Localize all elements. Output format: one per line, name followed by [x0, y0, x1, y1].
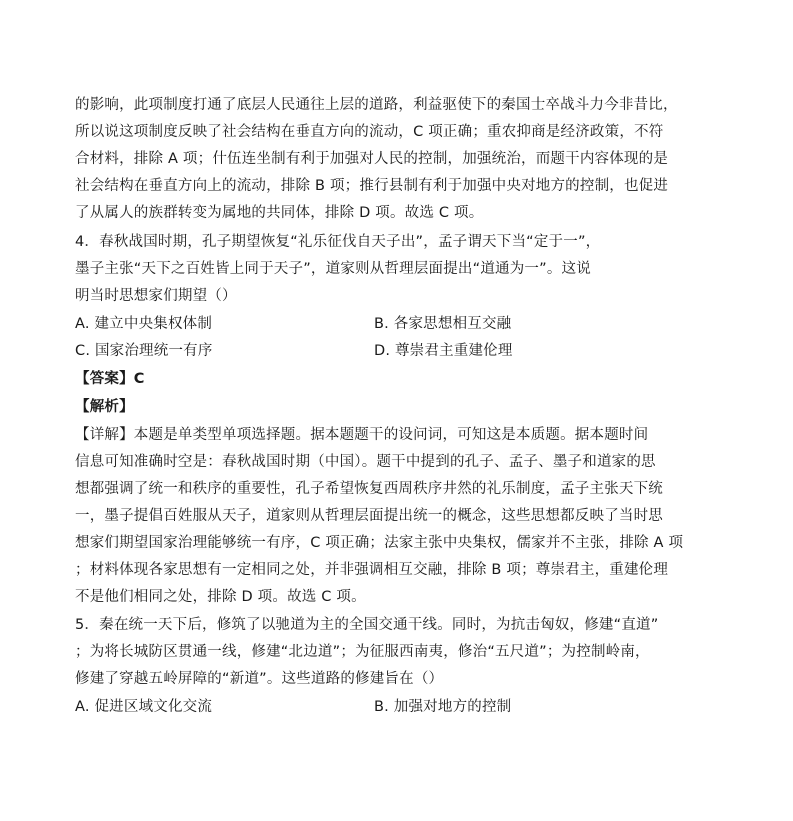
question-5-stem: 修建了穿越五岭屏障的“新道”。这些道路的修建旨在（）: [75, 671, 444, 687]
option-d: D. 尊崇君主重建伦理: [374, 343, 513, 359]
question-4-stem: 4．春秋战国时期，孔子期望恢复“礼乐征伐自天子出”，孟子谓天下当“定于一”，: [75, 234, 601, 250]
text-line: 所以说这项制度反映了社会结构在垂直方向的流动，C 项正确；重农抑商是经济政策，不符: [75, 124, 664, 140]
explanation-line: 【详解】本题是单类型单项选择题。据本题题干的设问词，可知这是本质题。据本题时间: [75, 427, 649, 443]
answer-label: 【答案】C: [75, 371, 145, 387]
explanation-line: 一，墨子提倡百姓服从天子，道家则从哲理层面提出统一的概念，这些思想都反映了当时思: [75, 508, 663, 524]
explanation-line: 信息可知准确时空是：春秋战国时期（中国）。题干中提到的孔子、孟子、墨子和道家的思: [75, 454, 656, 470]
option-a: A. 建立中央集权体制: [75, 316, 213, 332]
text-line: 社会结构在垂直方向上的流动，排除 B 项；推行县制有利于加强中央对地方的控制，也促进: [75, 178, 669, 194]
option-c: C. 国家治理统一有序: [75, 343, 213, 359]
option-b: B. 各家思想相互交融: [374, 316, 512, 332]
text-line: 的影响，此项制度打通了底层人民通往上层的道路，利益驱使下的秦国士卒战斗力今非昔比，: [75, 97, 678, 113]
explanation-line: 想家们期望国家治理能够统一有序，C 项正确；法家主张中央集权，儒家并不主张，排除 A 项: [75, 535, 684, 551]
explanation-line: 想都强调了统一和秩序的重要性，孔子希望恢复西周秩序井然的礼乐制度，孟子主张天下统: [75, 481, 663, 497]
explanation-line: 不是他们相同之处，排除 D 项。故选 C 项。: [75, 589, 366, 605]
text-line: 合材料，排除 A 项；什伍连坐制有利于加强对人民的控制，加强统治，而题干内容体现的是: [75, 151, 669, 167]
question-5-stem: 5．秦在统一天下后，修筑了以驰道为主的全国交通干线。同时，为抗击匈奴，修建“直道”: [75, 617, 659, 633]
option-a: A. 促进区域文化交流: [75, 699, 213, 715]
analysis-label: 【解析】: [75, 399, 134, 415]
question-4-stem: 明当时思想家们期望（）: [75, 288, 237, 304]
option-b: B. 加强对地方的控制: [374, 699, 512, 715]
text-line: 了从属人的族群转变为属地的共同体，排除 D 项。故选 C 项。: [75, 205, 484, 221]
question-5-stem: ；为将长城防区贯通一线，修建“北边道”；为征服西南夷，修治“五尺道”；为控制岭南，: [75, 644, 650, 660]
explanation-line: ；材料体现各家思想有一定相同之处，并非强调相互交融，排除 B 项；尊崇君主，重建伦理: [75, 562, 669, 578]
question-4-stem: 墨子主张“天下之百姓皆上同于天子”，道家则从哲理层面提出“道通为一”。这说: [75, 261, 591, 277]
